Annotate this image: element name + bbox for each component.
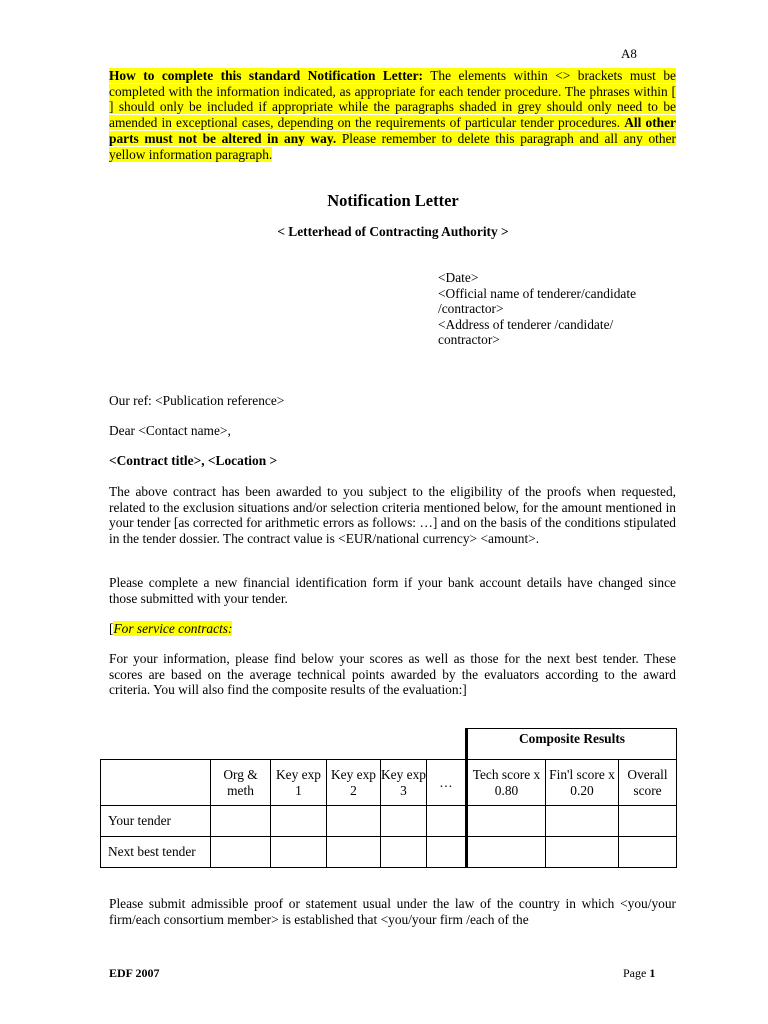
instruction-text-1: The elements within <> brackets must be completed with the information indicated, as appropriate for each tender procedure. The phrases within [ ] should only be included if appropriate while the paragraphs shaded in grey should only need to be amended in exceptional cases, depending on the requirements of particular tender procedures.	[109, 68, 676, 131]
row-label: Next best tender	[101, 837, 211, 868]
table-cell	[381, 806, 427, 837]
table-cell	[327, 837, 381, 868]
table-cell	[619, 806, 677, 837]
footer-edf: EDF 2007	[109, 966, 160, 980]
contract-title: <Contract title>, <Location >	[109, 453, 278, 468]
table-cell	[427, 837, 467, 868]
column-header: Overall score	[619, 760, 677, 806]
table-cell	[467, 837, 546, 868]
column-header: Key exp 3	[381, 760, 427, 806]
instruction-text-2: Please remember to delete this paragraph and all any other yellow information paragraph.	[109, 130, 676, 162]
table-cell	[427, 806, 467, 837]
table-row	[101, 837, 677, 868]
header-blank-cell	[101, 760, 211, 806]
column-header: Key exp 2	[327, 760, 381, 806]
column-header: Org & meth	[211, 760, 271, 806]
column-header: Key exp 1	[271, 760, 327, 806]
table-row	[101, 806, 677, 837]
table-cell	[381, 837, 427, 868]
instruction-warning: All other parts must not be altered in any way.	[109, 115, 676, 146]
page-label: Page	[623, 966, 650, 980]
service-contracts-label: For service contracts	[113, 621, 229, 636]
instruction-lead: How to complete this standard Notification Letter:	[109, 68, 423, 83]
column-header: Fin'l score x 0.20	[546, 760, 619, 806]
footer-page	[623, 966, 655, 981]
salutation: Dear <Contact name>,	[109, 423, 231, 438]
column-header: …	[427, 760, 467, 806]
column-header: Tech score x 0.80	[467, 760, 546, 806]
date-placeholder: <Date>	[438, 270, 479, 285]
table-cell	[327, 806, 381, 837]
letterhead-placeholder: < Letterhead of Contracting Authority >	[277, 224, 509, 239]
table-cell	[546, 837, 619, 868]
row-label: Your tender	[101, 806, 211, 837]
table-cell	[211, 837, 271, 868]
instruction-paragraph	[109, 68, 676, 162]
recipient-address-block	[438, 270, 678, 348]
bracket-open: [	[109, 621, 114, 636]
table-cell	[271, 806, 327, 837]
composite-results-header: Composite Results	[467, 729, 677, 760]
service-contracts-note	[109, 621, 676, 637]
tenderer-name-placeholder: <Official name of tenderer/candidate /contractor>	[438, 285, 637, 317]
financial-form-paragraph: Please complete a new financial identification form if your bank account details have changed since those submitted with your tender.	[109, 575, 676, 606]
table-cell	[619, 837, 677, 868]
tenderer-address-placeholder: <Address of tenderer /candidate/ contractor>	[438, 316, 614, 348]
table-cell	[546, 806, 619, 837]
document-title: Notification Letter	[327, 191, 459, 210]
proof-paragraph: Please submit admissible proof or statement usual under the law of the country in which <you/your firm/each consortium member> is established that <you/your firm /each of the	[109, 896, 676, 927]
annex-code: A8	[621, 46, 637, 61]
table-cell	[271, 837, 327, 868]
table-cell	[467, 806, 546, 837]
service-contracts-colon: :	[228, 621, 233, 636]
scores-table	[100, 728, 677, 868]
our-reference: Our ref: <Publication reference>	[109, 393, 285, 408]
table-cell	[211, 806, 271, 837]
award-paragraph: The above contract has been awarded to you subject to the eligibility of the proofs when requested, related to the exclusion situations and/or selection criteria mentioned below, for the amount mentioned in your tender [as corrected for arithmetic errors as follows: …] and on the basis of the conditions stipulated in the tender dossier. The contract value is <EUR/national currency> <amount>.	[109, 484, 676, 546]
scores-paragraph: For your information, please find below your scores as well as those for the next best tender. These scores are based on the average technical points awarded by the evaluators according to the award criteria. You will also find the composite results of the evaluation:]	[109, 651, 676, 698]
page-number: 1	[649, 966, 656, 980]
